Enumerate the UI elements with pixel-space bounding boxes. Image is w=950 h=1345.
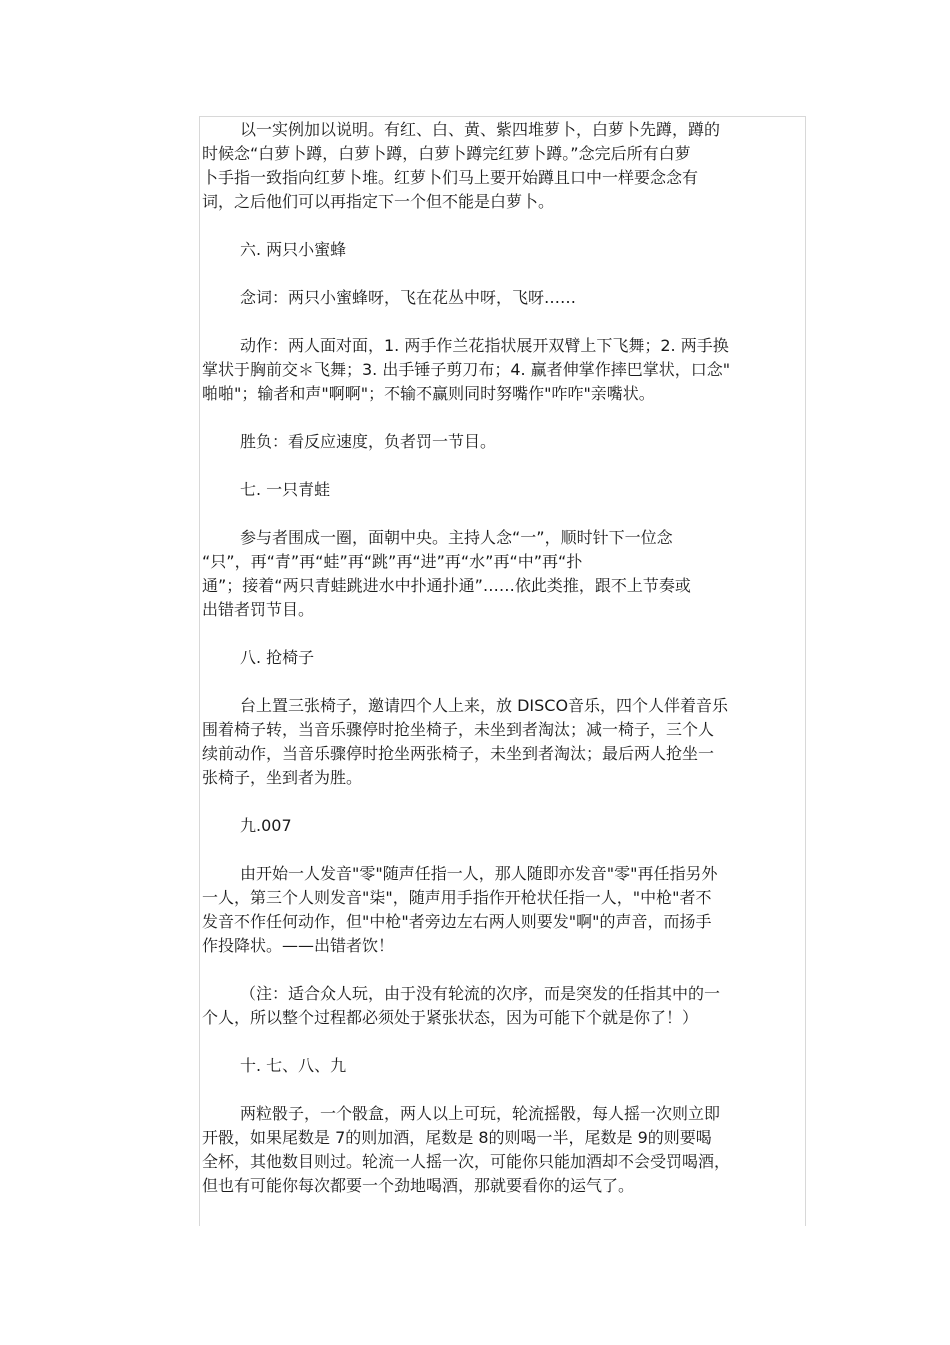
text-line: 胜负：看反应速度，负者罚一节目。 (240, 432, 497, 451)
text-line: 发音不作任何动作，但"中枪"者旁边左右两人则要发"啊"的声音，而扬手 (202, 912, 712, 931)
text-line: 以一实例加以说明。有红、白、黄、紫四堆萝卜，白萝卜先蹲，蹲的 (240, 120, 721, 139)
text-line: （注：适合众人玩，由于没有轮流的次序，而是突发的任指其中的一 (240, 984, 721, 1003)
blank-line (202, 262, 802, 286)
text-line: 个人，所以整个过程都必须处于紧张状态，因为可能下个就是你了！） (202, 1008, 699, 1027)
text-line: 词，之后他们可以再指定下一个但不能是白萝卜。 (202, 192, 555, 211)
text-line: 围着椅子转，当音乐骤停时抢坐椅子，未坐到者淘汰；减一椅子，三个人 (202, 720, 715, 739)
text-line: 七. 一只青蛙 (240, 480, 331, 499)
text-line: 但也有可能你每次都要一个劲地喝酒，那就要看你的运气了。 (202, 1176, 635, 1195)
text-line: 十. 七、八、九 (240, 1056, 347, 1075)
text-line: 两粒骰子，一个骰盒，两人以上可玩，轮流摇骰，每人摇一次则立即 (240, 1104, 721, 1123)
text-line: 动作：两人面对面，1. 两手作兰花指状展开双臂上下飞舞；2. 两手换 (240, 336, 729, 355)
text-line: 卜手指一致指向红萝卜堆。红萝卜们马上要开始蹲且口中一样要念念有 (202, 168, 699, 187)
text-line: 掌状于胸前交＊飞舞；3. 出手锤子剪刀布；4. 赢者伸掌作摔巴掌状，口念" (202, 360, 731, 379)
document-body (202, 118, 802, 1198)
text-line: 九.007 (240, 816, 292, 835)
text-line: 时候念“白萝卜蹲，白萝卜蹲，白萝卜蹲完红萝卜蹲。”念完后所有白萝 (202, 144, 691, 163)
text-line: 念词：两只小蜜蜂呀，飞在花丛中呀，飞呀…… (240, 288, 577, 307)
text-line: 六. 两只小蜜蜂 (240, 240, 347, 259)
blank-line (202, 790, 802, 814)
text-line: “只”，再“青”再“蛙”再“跳”再“进”再“水”再“中”再“扑 (202, 552, 583, 571)
blank-line (202, 838, 802, 862)
blank-line (202, 958, 802, 982)
blank-line (202, 310, 802, 334)
blank-line (202, 502, 802, 526)
blank-line (202, 454, 802, 478)
blank-line (202, 622, 802, 646)
blank-line (202, 406, 802, 430)
text-line: 开骰，如果尾数是 7的则加酒，尾数是 8的则喝一半，尾数是 9的则要喝 (202, 1128, 712, 1147)
text-line: 通”；接着“两只青蛙跳进水中扑通扑通”……依此类推，跟不上节奏或 (202, 576, 691, 595)
text-line: 全杯，其他数目则过。轮流一人摇一次，可能你只能加酒却不会受罚喝酒， (202, 1152, 731, 1171)
text-line: 啪啪"；输者和声"啊啊"；不输不赢则同时努嘴作"咋咋"亲嘴状。 (202, 384, 655, 403)
text-line: 出错者罚节目。 (202, 600, 315, 619)
text-line: 续前动作，当音乐骤停时抢坐两张椅子，未坐到者淘汰；最后两人抢坐一 (202, 744, 715, 763)
text-line: 作投降状。——出错者饮！ (202, 936, 395, 955)
blank-line (202, 1078, 802, 1102)
text-line: 参与者围成一圈，面朝中央。主持人念“一”，顺时针下一位念 (240, 528, 673, 547)
blank-line (202, 670, 802, 694)
blank-line (202, 1030, 802, 1054)
blank-line (202, 214, 802, 238)
text-line: 由开始一人发音"零"随声任指一人，那人随即亦发音"零"再任指另外 (240, 864, 718, 883)
text-line: 八. 抢椅子 (240, 648, 315, 667)
text-line: 一人，第三个人则发音"柒"，随声用手指作开枪状任指一人，"中枪"者不 (202, 888, 712, 907)
text-line: 台上置三张椅子，邀请四个人上来，放 DISCO音乐，四个人伴着音乐 (240, 696, 729, 715)
text-line: 张椅子，坐到者为胜。 (202, 768, 363, 787)
